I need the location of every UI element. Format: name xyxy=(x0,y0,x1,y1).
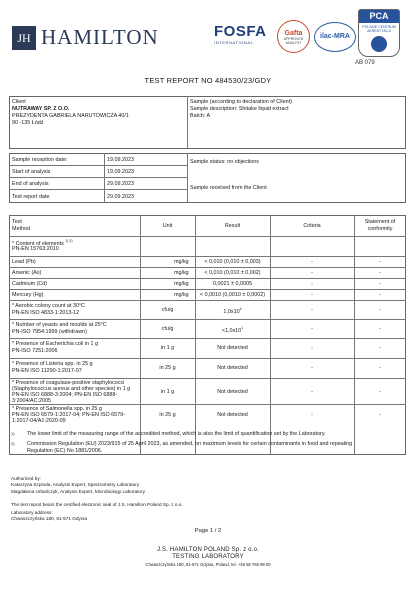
divider xyxy=(9,236,406,237)
divider xyxy=(9,256,406,257)
micro-criteria: - xyxy=(311,389,313,395)
micro-statement: - xyxy=(379,365,381,371)
divider xyxy=(270,215,271,455)
row-unit: mg/kg xyxy=(174,292,189,298)
sample-status: Sample status: no objections xyxy=(190,159,259,165)
header-statement: Statement of xyxy=(364,219,396,225)
divider xyxy=(9,404,406,405)
row-statement: - xyxy=(379,270,381,276)
row-criteria: - xyxy=(311,259,313,265)
divider xyxy=(9,289,406,290)
micro-method: PN-EN ISO 4833-1:2013-12 xyxy=(12,310,80,316)
note xyxy=(11,441,407,456)
lab-address-value: Chwaszczyńska 180, 81-571 Gdynia xyxy=(11,516,88,522)
row-result: < 0,0010 (0,0010 ± 0,0002) xyxy=(199,292,266,298)
divider xyxy=(354,215,355,455)
divider xyxy=(187,96,188,149)
date-value: 29.09.2023 xyxy=(107,194,134,200)
micro-criteria: - xyxy=(311,365,313,371)
micro-result-value: 1,0x10 xyxy=(223,308,240,315)
divider xyxy=(9,300,406,301)
micro-method: PN-EN ISO 11290-1:2017-07 xyxy=(12,368,82,374)
micro-result xyxy=(195,326,270,335)
note-text-cont: Regulation (EC) No 1881/2006. xyxy=(27,448,103,455)
row-result: 0,0021 ± 0,0005 xyxy=(213,281,252,287)
micro-result: Not detected xyxy=(217,345,248,351)
footer-lab: TESTING LABORATORY xyxy=(172,554,244,560)
micro-statement: - xyxy=(379,307,381,313)
header-test: Test xyxy=(12,219,22,225)
row-criteria: - xyxy=(311,281,313,287)
date-label: Start of analysis xyxy=(12,169,51,175)
micro-method-cont: 1:2017-04/A1:2020-09 xyxy=(12,418,66,424)
divider xyxy=(9,267,406,268)
micro-criteria: - xyxy=(311,307,313,313)
note-text: Commission Regulation (EU) 2023/915 of 25 April 2023, as amended, on maximum levels for certain contaminants in food and repealing xyxy=(27,441,353,447)
divider xyxy=(195,215,196,455)
gafta-subtitle-2: ANALYST xyxy=(285,41,302,45)
row-criteria: - xyxy=(311,270,313,276)
micro-method-cont: 3:2004/AC:2005 xyxy=(12,398,51,404)
note-number: 1) xyxy=(11,431,15,436)
date-label: Sample reception date: xyxy=(12,157,68,163)
note-number: 2) xyxy=(11,441,15,446)
divider xyxy=(187,153,188,203)
micro-result xyxy=(195,307,270,316)
footer-address: Chwaszczyńska 180, 81-571 Gdynia, Poland, tel. +48 58 766 99 00 xyxy=(145,562,271,567)
note-text: The lower limit of the measuring range of the accredited method, which is also the limit of quantification set by the Laboratory. xyxy=(27,431,326,437)
report-header xyxy=(8,11,408,66)
divider xyxy=(9,189,187,190)
micro-unit: in 25 g xyxy=(159,412,176,418)
lab-address-block xyxy=(11,510,87,523)
pca-accreditation-logo xyxy=(358,9,400,57)
row-statement: - xyxy=(379,281,381,287)
micro-unit: cfu/g xyxy=(161,307,174,313)
row-criteria: - xyxy=(311,292,313,298)
row-result: < 0,010 (0,010 ± 0,003) xyxy=(204,259,261,265)
micro-result-exp: 4 xyxy=(239,307,242,311)
micro-result-exp: 1 xyxy=(241,326,244,330)
authorized-label: Authorized by: xyxy=(11,476,41,481)
divider xyxy=(9,278,406,279)
authorized-person-2: Magdalena Urbańczyk, Analysis Expert, Microbiology Laboratory xyxy=(11,488,145,494)
footer-company: J.S. HAMILTON POLAND Sp. z o.o. xyxy=(156,547,259,553)
fosfa-subtitle: INTERNATIONAL xyxy=(214,40,254,45)
micro-method: PN-ISO 7251:2006 xyxy=(12,348,58,354)
ilac-mra-logo: ilac-MRA xyxy=(314,22,356,52)
micro-test-cont: (Staphylococcus aureus and other species) in 1 g xyxy=(12,386,131,392)
hamilton-logo-mark: JH xyxy=(12,26,36,50)
client-label: Client xyxy=(12,99,26,105)
micro-unit: in 1 g xyxy=(160,345,175,351)
hamilton-logo-text: HAMILTON xyxy=(41,25,159,49)
micro-result-value: <1,0x10 xyxy=(221,327,242,334)
pca-title: PCA xyxy=(359,10,399,23)
gafta-title: Gafta xyxy=(284,30,303,37)
divider xyxy=(9,319,406,320)
gafta-logo xyxy=(277,20,310,53)
pca-subtitle: POLSKIE CENTRUM AKREDYTACJI xyxy=(362,25,396,33)
micro-criteria: - xyxy=(311,412,313,418)
sample-received: Sample received from the Client xyxy=(190,185,267,191)
micro-test: * Presence of Escherichia coli in 1 g xyxy=(12,341,98,347)
page-footer xyxy=(0,547,416,567)
row-statement: - xyxy=(379,292,381,298)
row-test: Lead (Pb) xyxy=(12,259,36,265)
micro-criteria: - xyxy=(311,326,313,332)
row-statement: - xyxy=(379,259,381,265)
row-test: Cadmium (Cd) xyxy=(12,281,48,287)
sample-description: Sample description: Shitake liquid extract xyxy=(190,106,289,112)
micro-result: Not detected xyxy=(217,389,248,395)
divider xyxy=(9,177,187,178)
header-unit: Unit xyxy=(162,223,173,229)
date-value: 19.09.2023 xyxy=(107,157,134,163)
gafta-subtitle: APPROVED xyxy=(283,37,304,41)
header-criteria: Criteria xyxy=(303,223,321,229)
micro-statement: - xyxy=(379,345,381,351)
accreditation-number: AB 079 xyxy=(355,60,375,66)
divider xyxy=(9,165,187,166)
header-result: Result xyxy=(224,223,241,229)
client-address-line1: PREZYDENTA GABRIELA NARUTOWICZA 40/1 xyxy=(12,113,129,119)
divider xyxy=(9,358,406,359)
authorized-person-1: Katarzyna Szpinda, Analysis Expert, Spectrometry Laboratory xyxy=(11,482,140,488)
accreditation-badge-icon xyxy=(371,36,387,52)
micro-unit: in 1 g xyxy=(160,389,175,395)
header-method: Method xyxy=(12,226,30,232)
date-label: End of analysis xyxy=(12,181,49,187)
report-title: TEST REPORT NO 484530/23/GDY xyxy=(144,76,272,85)
row-test: Mercury (Hg) xyxy=(12,292,44,298)
micro-statement: - xyxy=(379,326,381,332)
lab-address-label: Laboratory address: xyxy=(11,510,53,515)
section-elements-name: * Content of elements xyxy=(12,240,64,247)
row-unit: mg/kg xyxy=(174,281,189,287)
micro-statement: - xyxy=(379,412,381,418)
note xyxy=(11,431,326,438)
row-result: < 0,010 (0,010 ± 0,002) xyxy=(204,270,261,276)
micro-test: * Aerobic colony count at 30°C xyxy=(12,303,85,309)
page-number: Page 1 / 2 xyxy=(194,528,222,534)
sample-batch: Batch: A xyxy=(190,113,211,119)
sample-label: Sample (according to declaration of Client) xyxy=(190,99,292,105)
section-elements-method: PN-EN 15763:2010 xyxy=(12,246,59,252)
divider xyxy=(104,153,105,203)
fosfa-logo xyxy=(214,23,274,49)
authorized-block xyxy=(11,476,145,495)
divider xyxy=(140,215,141,455)
row-unit: mg/kg xyxy=(174,270,189,276)
row-test: Arsenic (As) xyxy=(12,270,42,276)
micro-statement: - xyxy=(379,389,381,395)
micro-unit: in 25 g xyxy=(159,365,176,371)
micro-test: * Presence of Listeria spp. in 25 g xyxy=(12,361,93,367)
client-address-line2: 90 -135 Łódź xyxy=(12,120,44,126)
micro-method: PN-EN ISO 6579-1:2017-04; PN-EN ISO 6579- xyxy=(12,412,125,418)
row-unit: mg/kg xyxy=(174,259,189,265)
micro-criteria: - xyxy=(311,345,313,351)
divider xyxy=(9,378,406,379)
micro-method: PN-EN ISO 6888-3:2004; PN-EN ISO 6888- xyxy=(12,392,118,398)
date-value: 29.09.2023 xyxy=(107,181,134,187)
divider xyxy=(9,338,406,339)
micro-test: * Presence of coagulase-positive staphylococci xyxy=(12,380,125,386)
date-label: Test report date xyxy=(12,194,50,200)
micro-unit: cfu/g xyxy=(161,326,174,332)
micro-result: Not detected xyxy=(217,365,248,371)
section-elements-sup: 1) 2) xyxy=(65,239,73,243)
micro-method: PN-ISO 7954:1999 (withdrawn) xyxy=(12,329,87,335)
micro-test: * Number of yeasts and moulds at 25°C xyxy=(12,322,107,328)
micro-test: * Presence of Salmonella spp. in 25 g xyxy=(12,406,102,412)
header-conformity: conformity xyxy=(367,226,393,232)
micro-result: Not detected xyxy=(217,412,248,418)
client-name: NUTRAWAY SP. Z O.O. xyxy=(12,106,70,112)
fosfa-title: FOSFA xyxy=(214,23,267,40)
seal-note: The test report bears the certified electronic seal of J.S. Hamilton Poland Sp. z o.o. xyxy=(11,502,183,507)
date-value: 19.09.2023 xyxy=(107,169,134,175)
